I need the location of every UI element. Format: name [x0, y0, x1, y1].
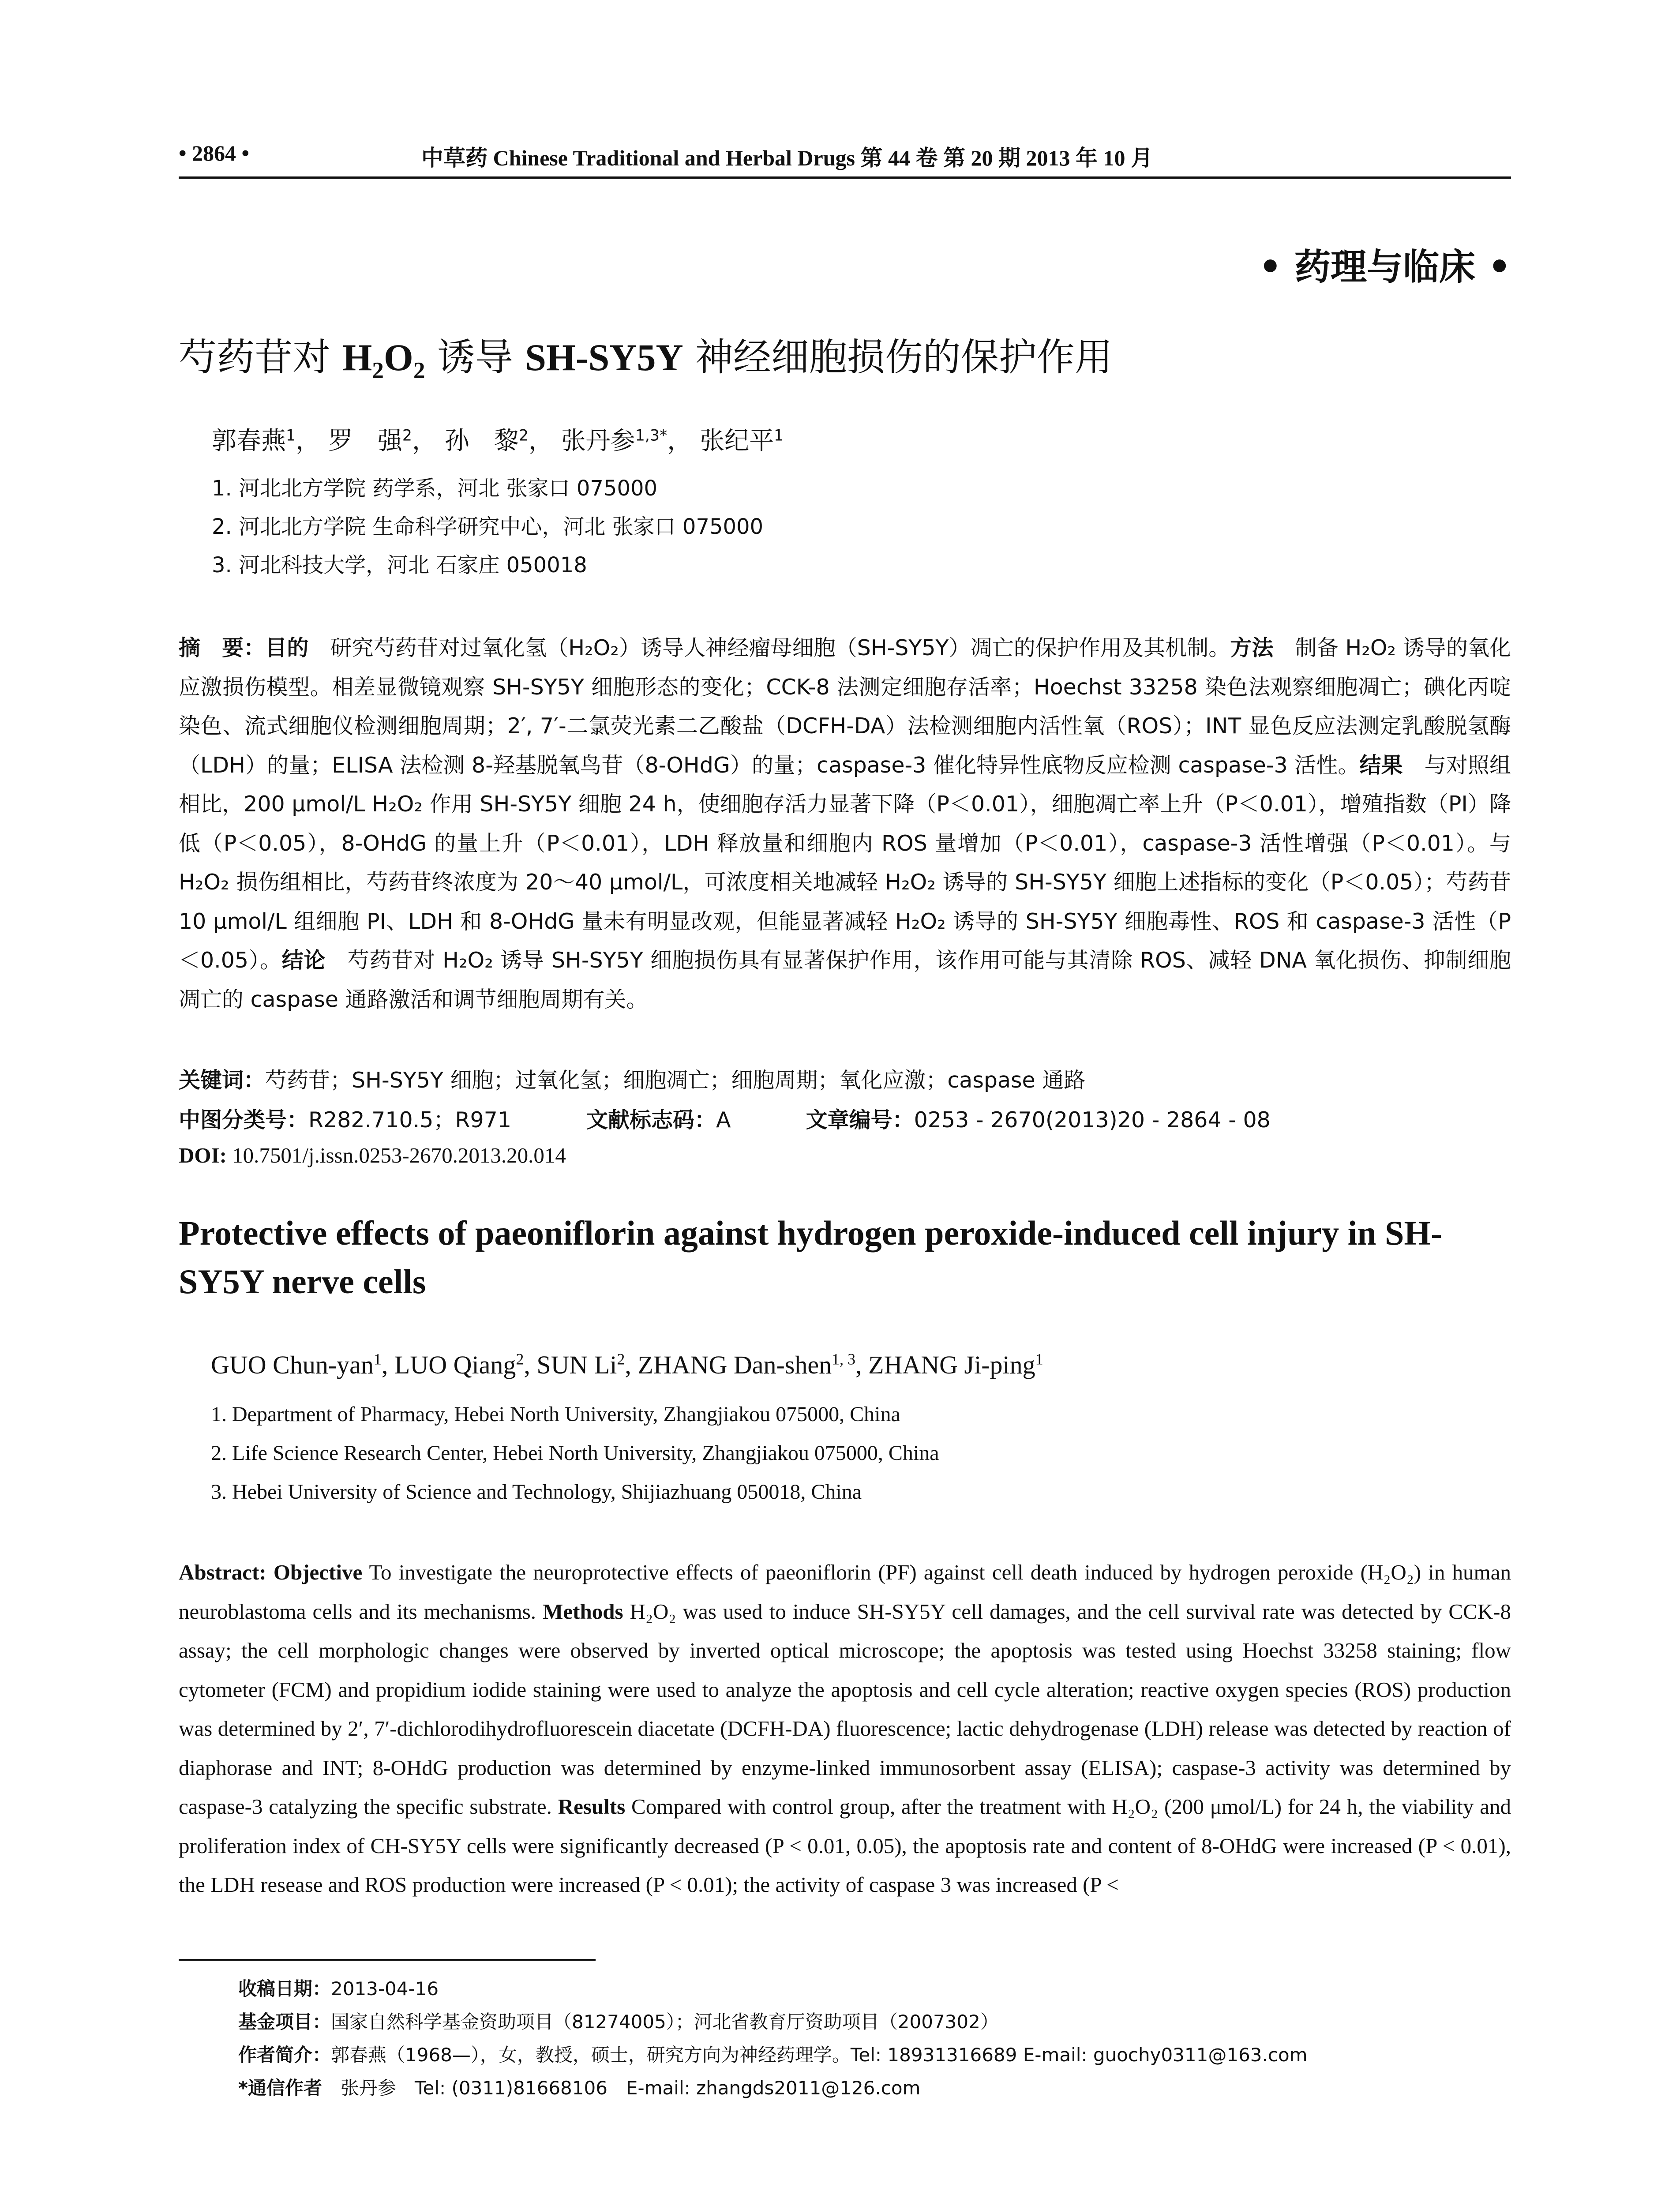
author-en: GUO Chun-yan$^1$, [211, 1350, 394, 1379]
methods-en-label: Methods [543, 1599, 623, 1624]
affiliation-cn: 2. 河北北方学院 生命科学研究中心，河北 张家口 075000 [212, 514, 764, 539]
results-label: 结果 [1359, 752, 1403, 778]
affiliation-en: 1. Department of Pharmacy, Hebei North University, Zhangjiakou 075000, China [211, 1403, 900, 1426]
affiliation-cn: 3. 河北科技大学，河北 石家庄 050018 [212, 553, 587, 578]
running-header [179, 140, 1511, 176]
authors-cn [212, 421, 784, 457]
clc-value: R282.710.5；R971 [308, 1107, 512, 1133]
objective-en-text: To investigate the neuroprotective effects of paeoniflorin (PF) against cell death induced by hydrogen peroxide (H₂O₂) in human neuroblastoma cells and its mechanisms. [179, 1560, 1511, 1624]
author-en: ZHANG Dan-shen$^{1, 3}$, [638, 1350, 869, 1379]
title-cn-prefix: 芍药苷对 [179, 335, 343, 379]
authors-en [211, 1350, 1043, 1380]
footnote-funding: 基金项目：国家自然科学基金资助项目（81274005）；河北省教育厅资助项目（2007302） [238, 2011, 999, 2033]
article-number-label: 文章编号： [806, 1107, 914, 1133]
author-cn: 孙 黎$^2$， [444, 427, 553, 455]
author-cn: 张纪平$^1$ [700, 427, 784, 455]
abstract-en-label: Abstract: Objective [179, 1560, 363, 1584]
footnote-author-bio: 作者简介：郭春燕（1968—），女，教授，硕士，研究方向为神经药理学。Tel: 18931316689 E-mail: guochy0311@163.com [238, 2044, 1308, 2066]
results-en-label: Results [558, 1794, 626, 1819]
results-en-text: Compared with control group, after the treatment with H₂O₂ (200 μmol/L) for 24 h, the viability and proliferation index of CH-SY5Y cells were significantly decreased (P < 0.01, 0.05), the apoptosis rate and content of 8-OHdG were increased (P < 0.01), the LDH resease and ROS production were increased (P < 0.01); the activity of caspase 3 was increased (P < [179, 1794, 1511, 1897]
keywords-text: 芍药苷；SH-SY5Y 细胞；过氧化氢；细胞凋亡；细胞周期；氧化应激；caspase 通路 [265, 1068, 1086, 1093]
methods-label: 方法 [1230, 635, 1274, 660]
clc-label: 中图分类号： [179, 1107, 309, 1133]
abstract-cn [179, 629, 1511, 1019]
author-en: LUO Qiang$^2$, [394, 1350, 537, 1379]
title-en: Protective effects of paeoniflorin against hydrogen peroxide-induced cell injury in SH-SY5Y nerve cells [179, 1214, 1443, 1301]
objective-label: 目的 [265, 635, 309, 660]
title-cn-mid: 诱导 [425, 335, 525, 379]
title-cn [179, 326, 1511, 384]
methods-text: 制备 H₂O₂ 诱导的氧化应激损伤模型。相差显微镜观察 SH-SY5Y 细胞形态的变化；CCK-8 法测定细胞存活率；Hoechst 33258 染色法观察细胞凋亡；碘化丙啶染色、流式细胞仪检测细胞周期；2′, 7′-二氯荧光素二乙酸盐（DCFH-DA）法检测细胞内活性氧（ROS）；INT 显色反应法测定乳酸脱氢酶（LDH）的量；ELISA 法检测 8-羟基脱氧鸟苷（8-OHdG）的量；caspase-3 催化特异性底物反应检测 caspase-3 活性。 [179, 635, 1511, 778]
doi-label: DOI: [179, 1143, 227, 1167]
footnote-rule [179, 1959, 596, 1961]
author-cn: 罗 强$^2$， [328, 427, 437, 455]
title-cn-o: O [383, 336, 413, 379]
footnote-corresponding: *通信作者 张丹参 Tel: (0311)81668106 E-mail: zhangds2011@126.com [238, 2077, 921, 2099]
objective-text: 研究芍药苷对过氧化氢（H₂O₂）诱导人神经瘤母细胞（SH-SY5Y）凋亡的保护作用及其机制。 [308, 635, 1230, 660]
results-text: 与对照组相比，200 μmol/L H₂O₂ 作用 SH-SY5Y 细胞 24 h，使细胞存活力显著下降（P＜0.01），细胞凋亡率上升（P＜0.01），增殖指数（PI）降低（P＜0.05），8-OHdG 的量上升（P＜0.01），LDH 释放量和细胞内 ROS 量增加（P＜0.01），caspase-3 活性增强（P＜0.01）。与 H₂O₂ 损伤组相比，芍药苷终浓度为 20～40 μmol/L，可浓度相关地减轻 H₂O₂ 诱导的 SH-SY5Y 细胞上述指标的变化（P＜0.05）；芍药苷 10 μmol/L 组细胞 PI、LDH 和 8-OHdG 量未有明显改观，但能显著减轻 H₂O₂ 诱导的 SH-SY5Y 细胞毒性、ROS 和 caspase-3 活性（P＜0.05）。 [179, 752, 1511, 973]
author-en: ZHANG Ji-ping$^1$ [868, 1350, 1043, 1379]
journal-line: 中草药 Chinese Traditional and Herbal Drugs 第 44 卷 第 20 期 2013 年 10 月 [421, 146, 1153, 170]
conclusion-text: 芍药苷对 H₂O₂ 诱导 SH-SY5Y 细胞损伤具有显著保护作用，该作用可能与其清除 ROS、减轻 DNA 氧化损伤、抑制细胞凋亡的 caspase 通路激活和调节细胞周期有关。 [179, 948, 1511, 1012]
title-cn-cell: SH-SY5Y [525, 336, 683, 379]
title-cn-h: H [342, 336, 372, 379]
header-rule [179, 176, 1511, 179]
title-cn-suffix: 神经细胞损伤的保护作用 [683, 335, 1113, 379]
affiliation-en: 2. Life Science Research Center, Hebei North University, Zhangjiakou 075000, China [211, 1441, 939, 1465]
conclusion-label: 结论 [281, 948, 326, 973]
keywords-label: 关键词： [179, 1068, 266, 1093]
doi-line [179, 1143, 566, 1168]
keywords-cn [179, 1063, 1085, 1094]
methods-en-text: H₂O₂ was used to induce SH-SY5Y cell damages, and the cell survival rate was detected by CCK-8 assay; the cell morphologic changes were observed by inverted optical microscope; the apoptosis was tested using Hoechst 33258 staining; flow cytometer (FCM) and propidium iodide staining were used to analyze the apoptosis and cell cycle alteration; reactive oxygen species (ROS) production was determined by 2′, 7′-dichlorodihydrofluorescein diacetate (DCFH-DA) fluorescence; lactic dehydrogenase (LDH) release was detected by reaction of diaphorase and INT; 8-OHdG production was determined by enzyme-linked immunosorbent assay (ELISA); caspase-3 activity was determined by caspase-3 catalyzing the specific substrate. [179, 1599, 1511, 1819]
abstract-en [179, 1553, 1511, 1905]
article-number-value: 0253 - 2670(2013)20 - 2864 - 08 [914, 1107, 1271, 1133]
affiliation-cn: 1. 河北北方学院 药学系，河北 张家口 075000 [212, 476, 658, 501]
doc-code-label: 文献标志码： [586, 1107, 716, 1133]
footnote-received: 收稿日期：2013-04-16 [238, 1978, 439, 2000]
classification-line [179, 1103, 1271, 1134]
abstract-cn-label: 摘 要： [179, 635, 266, 660]
affiliation-en: 3. Hebei University of Science and Technology, Shijiazhuang 050018, China [211, 1480, 862, 1504]
section-label: • 药理与临床 • [1259, 246, 1511, 288]
title-cn-sub1: 2 [372, 357, 384, 384]
page-number: • 2864 • [179, 141, 250, 165]
doc-code-value: A [716, 1107, 731, 1133]
author-cn: 郭春燕$^1$， [212, 427, 321, 455]
author-cn: 张丹参$^{1,3*}$， [561, 427, 692, 455]
doi-value[interactable]: 10.7501/j.issn.0253-2670.2013.20.014 [226, 1143, 566, 1167]
author-en: SUN Li$^2$, [536, 1350, 638, 1379]
title-cn-sub2: 2 [413, 357, 425, 384]
